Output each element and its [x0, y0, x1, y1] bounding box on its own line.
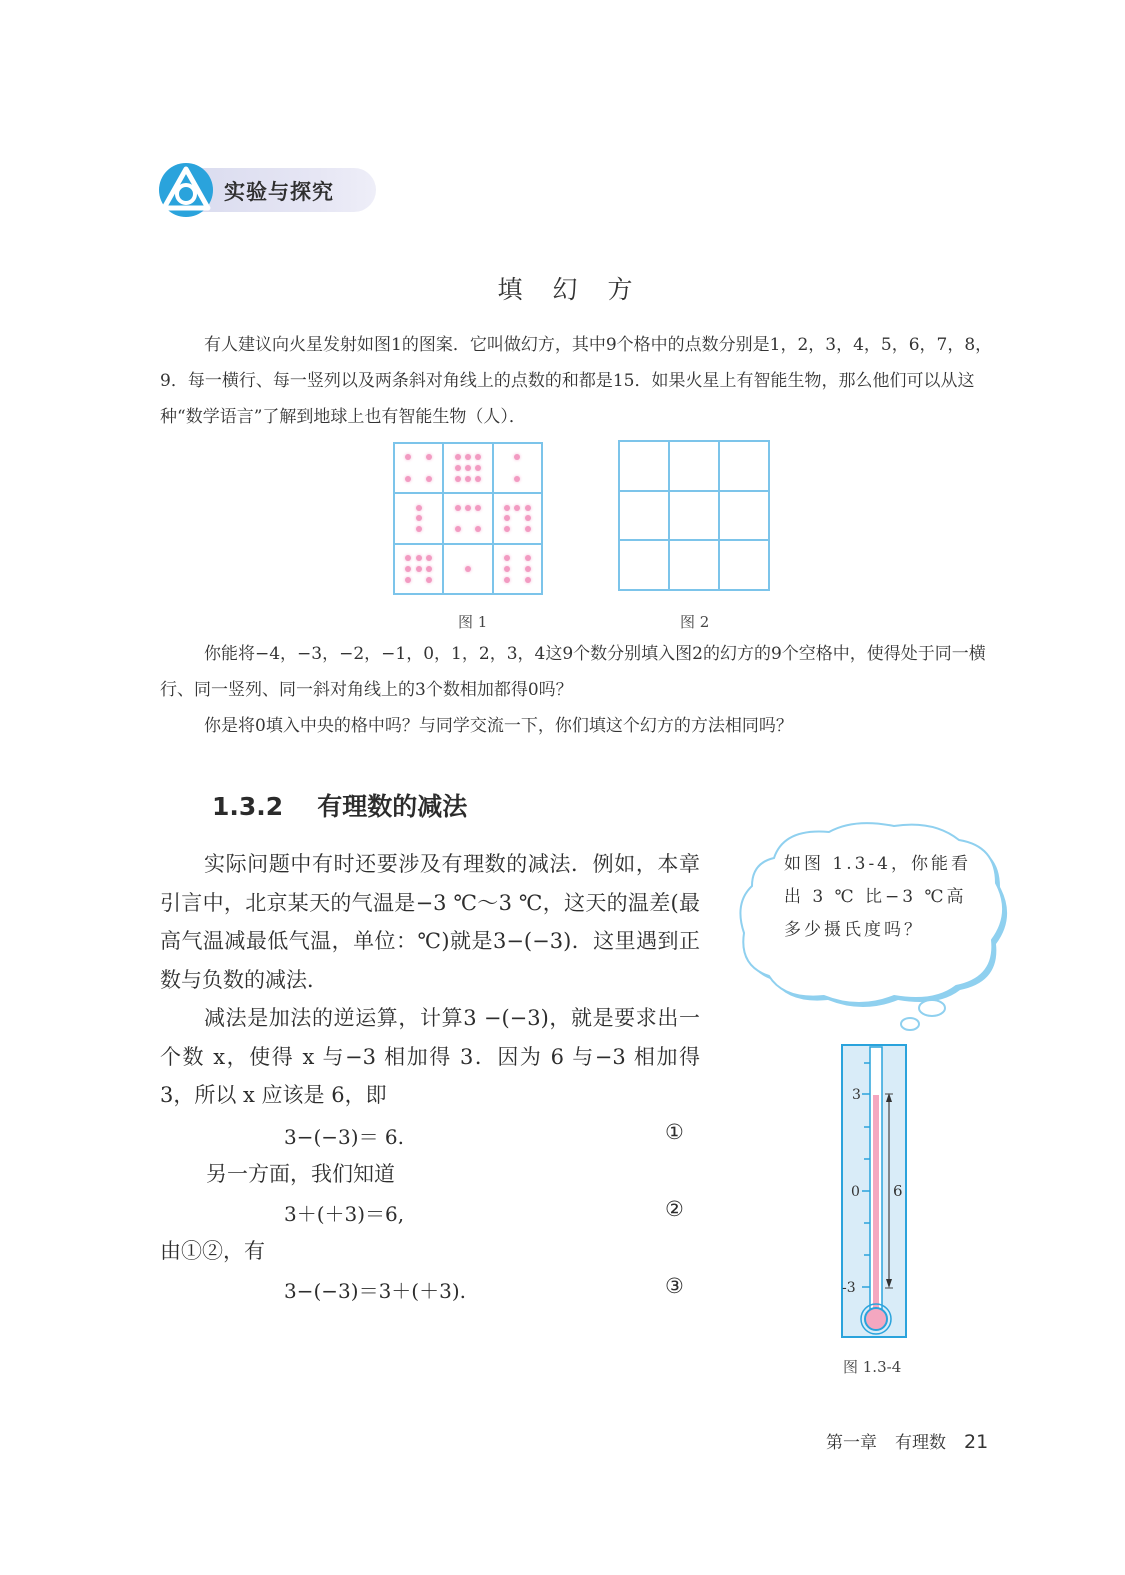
dot-pattern [403, 452, 434, 484]
section-number: 1.3.2 [212, 792, 284, 821]
figure-2-caption: 图 2 [680, 613, 710, 631]
equation-2-label: ② [665, 1197, 684, 1221]
figure-2-empty-grid [618, 440, 770, 591]
question-2: 你是将0填入中央的格中吗？与同学交流一下，你们填这个幻方的方法相同吗？ [204, 716, 793, 736]
dot-pattern [403, 502, 434, 534]
activity-intro: 有人建议向火星发射如图1的图案．它叫做幻方，其中9个格中的点数分别是1，2，3，4，5，6，7，8，9．每一横行、每一竖列以及两条斜对角线上的点数的和都是15．如果火星上有智能生物，那么他们可以从这种“数学语言”了解到地球上也有智能生物（人）． [160, 335, 993, 427]
badge-label: 实验与探究 [224, 180, 334, 204]
line-from: 由①②，有 [160, 1239, 265, 1263]
dot-icon [405, 577, 411, 583]
dot-icon [455, 505, 461, 511]
dot-icon [525, 577, 531, 583]
activity-questions [160, 636, 1010, 744]
grid-cell[interactable] [719, 540, 769, 590]
triangle-circle-logo-icon [158, 162, 214, 218]
dot-cell-3 [394, 493, 443, 543]
grid-cell[interactable] [719, 491, 769, 541]
dot-icon [416, 505, 422, 511]
dot-icon [504, 566, 510, 572]
dot-pattern [502, 553, 533, 585]
dot-icon [504, 515, 510, 521]
dot-pattern [403, 553, 434, 585]
dot-cell-9 [443, 443, 492, 493]
tick-0: 0 [851, 1184, 860, 1200]
dot-icon [416, 515, 422, 521]
dot-icon [416, 566, 422, 572]
dot-icon [426, 566, 432, 572]
dot-cell-4 [394, 443, 443, 493]
dot-icon [514, 454, 520, 460]
dot-icon [504, 577, 510, 583]
thermometer-caption: 图 1.3-4 [843, 1358, 902, 1376]
equation-1-label: ① [665, 1120, 684, 1144]
dot-icon [475, 465, 481, 471]
dot-cell-1 [443, 544, 492, 594]
dot-icon [504, 555, 510, 561]
grid-cell[interactable] [619, 540, 669, 590]
chapter-label: 第一章 [826, 1433, 877, 1453]
section-body [160, 845, 700, 1115]
dot-icon [465, 454, 471, 460]
line-between: 另一方面，我们知道 [206, 1162, 395, 1186]
tick-neg3: -3 [842, 1280, 856, 1296]
chapter-title: 有理数 [895, 1433, 946, 1453]
dot-icon [455, 454, 461, 460]
dot-icon [525, 566, 531, 572]
dot-icon [525, 515, 531, 521]
difference-label: 6 [893, 1182, 903, 1200]
figure-1-magic-square [393, 442, 543, 595]
thought-bubble-text: 如图 1.3-4，你能看出 3 ℃ 比−3 ℃高多少摄氏度吗？ [784, 854, 971, 940]
dot-pattern [502, 452, 533, 484]
dot-icon [405, 454, 411, 460]
figure-1-caption: 图 1 [458, 613, 488, 631]
dot-icon [475, 526, 481, 532]
dot-cell-2 [493, 443, 542, 493]
equation-3-label: ③ [665, 1274, 684, 1298]
section-heading [212, 787, 467, 823]
dot-icon [426, 577, 432, 583]
grid-cell[interactable] [619, 441, 669, 491]
dot-cell-8 [394, 544, 443, 594]
dot-pattern [452, 452, 483, 484]
dot-icon [416, 526, 422, 532]
dot-pattern [452, 502, 483, 534]
grid-cell[interactable] [669, 540, 719, 590]
page-footer [826, 1428, 988, 1453]
dot-icon [426, 454, 432, 460]
dot-icon [426, 555, 432, 561]
dot-cell-7 [493, 493, 542, 543]
dot-icon [405, 555, 411, 561]
dot-icon [465, 465, 471, 471]
dot-icon [475, 454, 481, 460]
question-1: 你能将−4，−3，−2，−1，0，1，2，3，4这9个数分别填入图2的幻方的9个空格中，使得处于同一横行、同一竖列、同一斜对角线上的3个数相加都得0吗？ [160, 644, 986, 700]
dot-icon [504, 526, 510, 532]
section-para-1: 实际问题中有时还要涉及有理数的减法．例如，本章引言中，北京某天的气温是−3 ℃～3 ℃，这天的温差(最高气温减最低气温，单位：℃)就是3−(−3)．这里遇到正数与负数的减法． [160, 852, 700, 992]
page-number: 21 [964, 1431, 989, 1453]
dot-icon [475, 505, 481, 511]
dot-cell-5 [443, 493, 492, 543]
dot-icon [455, 526, 461, 532]
equation-3: 3−(−3)＝3＋(＋3). [284, 1279, 466, 1303]
dot-icon [525, 526, 531, 532]
dot-icon [426, 476, 432, 482]
dot-icon [514, 476, 520, 482]
dot-icon [475, 476, 481, 482]
tick-3: 3 [852, 1087, 861, 1103]
dot-icon [465, 476, 471, 482]
dot-icon [416, 555, 422, 561]
dot-icon [405, 476, 411, 482]
dot-icon [455, 476, 461, 482]
dot-icon [455, 465, 461, 471]
section-badge [158, 162, 380, 218]
dot-pattern [502, 502, 533, 534]
grid-cell[interactable] [719, 441, 769, 491]
equation-2: 3＋(＋3)＝6, [284, 1202, 405, 1226]
thermometer-icon [840, 1043, 910, 1341]
grid-cell[interactable] [669, 491, 719, 541]
dot-cell-6 [493, 544, 542, 594]
grid-cell[interactable] [669, 441, 719, 491]
activity-title: 填幻方 [497, 275, 663, 304]
dot-icon [465, 505, 471, 511]
dot-pattern [452, 553, 483, 585]
grid-cell[interactable] [619, 491, 669, 541]
section-para-2: 减法是加法的逆运算，计算3 −(−3)，就是要求出一个数 x，使得 x 与−3 相加得 3．因为 6 与−3 相加得 3，所以 x 应该是 6，即 [160, 1006, 700, 1107]
dot-icon [465, 566, 471, 572]
dot-icon [514, 505, 520, 511]
dot-icon [405, 566, 411, 572]
dot-icon [525, 505, 531, 511]
dot-icon [504, 505, 510, 511]
section-title: 有理数的减法 [317, 792, 468, 821]
equation-1: 3−(−3)＝ 6. [284, 1125, 405, 1149]
dot-icon [525, 555, 531, 561]
